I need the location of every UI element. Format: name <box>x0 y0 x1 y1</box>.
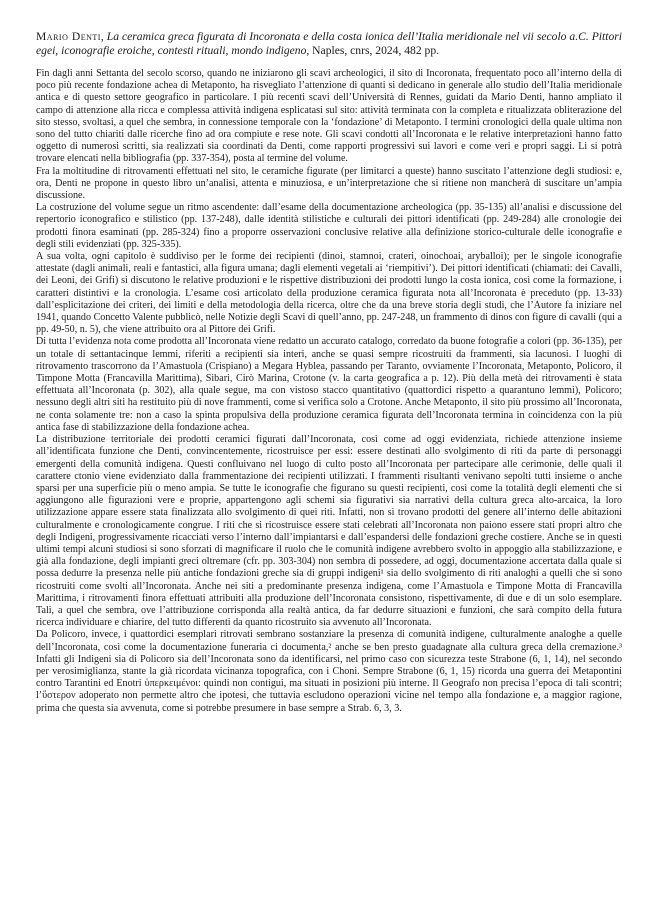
review-author: Mario Denti <box>36 30 101 43</box>
paragraph: A sua volta, ogni capitolo è suddiviso per le forme dei recipienti (dinoi, stamnoi, crateri, oinochoai, aryballoi); per le singole iconografie attestate (dagli animali, reali e fantastici, alla figura umana; dagli elementi vegetali ai ‘riempitivi’). Dei pittori identificati (chiamati: dei Cavalli, dei Leoni, dei Grifi) si discutono le relative produzioni e le rispettive distribuzioni dei prodotti lungo la costa ionica, così come la formazione, i caratteri distintivi e la cronologia. L’esame così articolato della produzione ceramica figurata nota all’Incoronata è preceduto (pp. 13-33) dall’esplicitazione dei criteri, dei limiti e della metodologia della ricerca, oltre che da una breve storia degli studi, che l’Autore fa iniziare nel 1941, quando Concetto Valente pubblicò, nelle Notizie degli Scavi di quell’anno, pp. 247-248, un frammento di dinos con figure di cavalli (qui a pp. 49-50, n. 5), che viene attribuito ora al Pittore dei Grifi. <box>36 251 622 336</box>
paragraph: Da Policoro, invece, i quattordici esemplari ritrovati sembrano sostanziare la presenza di comunità indigene, culturalmente analoghe a quelle dell’Incoronata, così come la documentazione funeraria ci documenta,² anche se ben presto guadagnate alla cultura greca della cremazione.³ Infatti gli Indigeni sia di Policoro sia dell’Incoronata sono da identificarsi, nel primo caso con sicurezza teste Strabone (6, 1, 14), nel secondo per verosimiglianza, stante la già ricordata vicinanza topografica, con i Choni. Sempre Strabone (6, 1, 15) ricorda una guerra dei Metapontini contro Tarantini ed Enotri ὑπερκειμένοι: quindi non contigui, ma situati in posizioni più interne. Il Geografo non precisa l’epoca di tali scontri; l’ὕστερον adoperato non permette altro che ipotesi, che tuttavia escludono operazioni vicine nel tempo alla fondazione e, a maggior ragione, prima che questa sia avvenuta, come si potrebbe presumere in base sempre a Strab. 6, 3, 3. <box>36 629 622 714</box>
paragraph: Di tutta l’evidenza nota come prodotta all’Incoronata viene redatto un accurato catalogo, corredato da buone fotografie a colori (pp. 36-135), per un totale di settantacinque lemmi, riferiti a recipienti sia interi, anche se quasi sempre ricostruiti da frammenti, sia lacunosi. I luoghi di ritrovamento trascorrono da l’Amastuola (Crispiano) a Megara Hyblea, passando per Taranto, ovviamente l’Incoronata, Metaponto, Policoro, il Timpone Motta (Francavilla Marittima), Sibari, Cirò Marina, Crotone (v. la carta geografica a p. 12). Più della metà dei ritrovamenti è stata effettuata all’Incoronata (p. 302), alla quale segue, ma con vistoso stacco quantitativo (quattordici rispetto a quarantuno lemmi), Policoro; nessuno degli altri siti ha restituito più di nove frammenti, come si verifica solo a Crotone. Anche Metaponto, il sito più prossimo all’Incoronata, ne conta solamente tre: non a caso la spinta propulsiva della produzione ceramica figurata dell’Incoronata termina in coincidenza con la più antica fase di stabilizzazione della fondazione achea. <box>36 336 622 433</box>
review-publisher-info: , Naples, cnrs, 2024, 482 pp. <box>306 44 440 57</box>
paragraph: Fra la moltitudine di ritrovamenti effettuati nel sito, le ceramiche figurate (per limitarci a queste) hanno suscitato l’attenzione degli studiosi: e, ora, Denti ne propone in questo libro un’analisi, attenta e minuziosa, e un’interpretazione che si ritiene non mancherà di suscitare un’ampia discussione. <box>36 165 622 202</box>
paragraph: Fin dagli anni Settanta del secolo scorso, quando ne iniziarono gli scavi archeologici, il sito di Incoronata, frequentato poco all’interno della di poco più recente fondazione achea di Metaponto, ha risvegliato l’attenzione di quanti si dedicano in generale allo studio dell’Italia meridionale antica e di questo settore geografico in particolare. I più recenti scavi dell’Università di Rennes, guidati da Mario Denti, hanno ampliato il campo di attenzione alla ricca e complessa attività indigena esplicatasi sul sito: attività terminata con la completa e ritualizzata obliterazione del sito stesso, svoltasi, a quel che sembra, in connessione temporale con la ‘fondazione’ di Metaponto. I termini cronologici della quale ultima non sono del tutto chiariti dalle ricerche fino ad ora compiute e rese note. Gli scavi condotti all’Incoronata e le relative interpretazioni hanno fatto oggetto di numerosi scritti, sia realizzati sia coordinati da Denti, come rapporti progressivi sui lavori e come veri e propri saggi. Li si potrà trovare elencati nella bibliografia (pp. 337-354), posta al termine del volume. <box>36 68 622 165</box>
paragraph: La distribuzione territoriale dei prodotti ceramici figurati dall’Incoronata, così come ad oggi evidenziata, richiede attenzione insieme all’identificata funzione che Denti, convincentemente, ricostruisce per essi: essere destinati allo svolgimento di riti da parte di personaggi emergenti della comunità indigena. Questi confluivano nel luogo di culto posto all’Incoronata per partecipare alle cerimonie, delle quali il carattere ctonio viene evidenziato dalla frammentazione dei recipienti utilizzati. I frammenti risultanti venivano sepolti tutti insieme o anche sparsi per una superficie più o meno ampia. Se tutte le iconografie che figurano su questi recipienti, così come la totalità degli elementi che si aggiungono alle figurazioni vere e proprie, appartengono agli schemi sia figurativi sia narrativi della cultura greca alto-arcaica, la loro utilizzazione appare essere stata finalizzata allo svolgimento di quei riti. Infatti, non si trovano prodotti del genere all’interno delle abitazioni culturalmente e cronologicamente congrue. I riti che si ricostruisce essere stati celebrati all’Incoronata non paiono essere stati propri altro che degli Indigeni, progressivamente ricacciati verso l’interno dall’impiantarsi e dall’espandersi delle fondazioni greche costiere. Anche se in questi ultimi tempi alcuni studiosi si sono sforzati di magnificare il ruolo che le comunità indigene avrebbero svolto in appoggio alla stabilizzazione, e già alla fondazione, degli impianti greci oltremare (cfr. pp. 303-304) non sembra di possedere, ad oggi, documentazione accertata dalla quale si possa dedurre la presenza nelle più antiche fondazioni greche sia di gruppi indigeni¹ sia dello svolgimento di riti analoghi a quelli che si sono ricostruiti come svolti all’Incoronata. Anche nei siti a predominante presenza indigena, come l’Amastuola e Timpone Motta di Francavilla Marittima, i ritrovamenti finora effettuati attribuiti alla produzione dell’Incoronata consistono, rispettivamente, di due e di un solo esemplare. Tali, a quel che sembra, ove l’attribuzione corrisponda alla realtà antica, da far dedurre situazioni e funzioni, che sarà compito della futura ricerca individuare e chiarire, del tutto differenti da quanto ricostruito sia avvenuto all’Incoronata. <box>36 434 622 629</box>
review-body <box>36 68 622 715</box>
review-book-title: La ceramica greca figurata di Incoronata e della costa ionica dell’Italia meridionale nel vii secolo a.C. Pittori egei, iconografie eroiche, contesti rituali, mondo indigeno <box>36 30 622 57</box>
paragraph: La costruzione del volume segue un ritmo ascendente: dall’esame della documentazione archeologica (pp. 35-135) all’analisi e discussione del repertorio iconografico e stilistico (pp. 137-248), dalle identità stilistiche e culturali dei pittori identificati (pp. 249-284) alle cronologie dei prodotti finora esaminati (pp. 285-324) fino a proporre osservazioni conclusive relative alla definizione storico-culturale delle iconografie e degli stili evidenziati (pp. 325-335). <box>36 202 622 250</box>
review-heading: Mario Denti, La ceramica greca figurata di Incoronata e della costa ionica dell’Italia meridionale nel vii secolo a.C. Pittori egei, iconografie eroiche, contesti rituali, mondo indigeno, Naples, cnrs, 2024, 482 pp. <box>36 30 622 57</box>
